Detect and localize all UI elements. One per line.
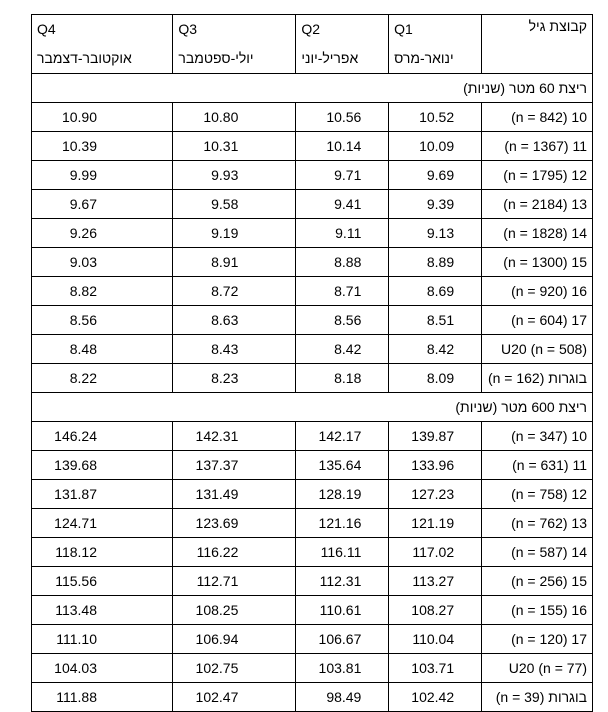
header-q2-months: אפריל-יוני: [301, 49, 359, 66]
value-cell-q3: [173, 248, 296, 277]
value-text: 121.19: [411, 515, 455, 531]
value-cell-q2: [296, 103, 389, 132]
value-cell-q4: [32, 132, 173, 161]
header-q2-code: Q2: [301, 20, 321, 37]
value-text: 8.88: [334, 254, 362, 270]
value-cell-q4: [32, 480, 173, 509]
age-group-label: 10 (n = 347): [481, 422, 592, 451]
value-cell-q4: [32, 103, 173, 132]
table-row: [32, 335, 593, 364]
value-text: 10.80: [203, 109, 239, 125]
value-text: 102.47: [195, 689, 239, 705]
age-group-label: U20 (n = 77): [481, 654, 592, 683]
value-text: 8.09: [426, 370, 455, 386]
age-group-label: 12 (n = 1795): [481, 161, 592, 190]
value-text: 117.02: [412, 544, 455, 560]
table-row: [32, 509, 593, 538]
value-text: 118.12: [55, 544, 97, 560]
value-text: 112.31: [319, 573, 362, 589]
value-text: 121.16: [318, 515, 362, 531]
age-group-label: בוגרות (n = 39): [481, 683, 592, 712]
age-group-label: 12 (n = 758): [481, 480, 592, 509]
value-cell-q1: [389, 654, 482, 683]
table-row: [32, 306, 593, 335]
value-text: 142.17: [318, 428, 362, 444]
value-text: 8.69: [426, 283, 455, 299]
value-text: 9.39: [426, 196, 455, 212]
value-cell-q2: [296, 480, 389, 509]
value-cell-q1: [389, 625, 482, 654]
age-group-label: 14 (n = 587): [481, 538, 592, 567]
value-cell-q1: [389, 480, 482, 509]
value-cell-q2: [296, 567, 389, 596]
value-cell-q2: [296, 625, 389, 654]
value-text: 9.26: [69, 225, 97, 241]
value-text: 115.56: [55, 573, 97, 589]
value-text: 106.94: [195, 631, 239, 647]
value-cell-q3: [173, 538, 296, 567]
value-cell-q4: [32, 683, 173, 712]
value-cell-q3: [173, 132, 296, 161]
value-text: 102.75: [195, 660, 239, 676]
value-text: 111.88: [56, 689, 97, 705]
value-text: 10.52: [419, 109, 455, 125]
value-text: 111.10: [56, 631, 97, 647]
value-text: 113.27: [412, 573, 455, 589]
value-text: 10.09: [419, 138, 455, 154]
table-row: [32, 538, 593, 567]
value-text: 8.22: [69, 370, 97, 386]
value-cell-q1: [389, 335, 482, 364]
value-text: 116.11: [320, 544, 362, 560]
table-row: [32, 683, 593, 712]
value-cell-q2: [296, 364, 389, 393]
section-title: ריצת 60 מטר (שניות): [32, 74, 593, 103]
value-cell-q1: [389, 219, 482, 248]
value-text: 8.23: [211, 370, 239, 386]
value-cell-q1: [389, 132, 482, 161]
value-cell-q3: [173, 422, 296, 451]
value-cell-q1: [389, 277, 482, 306]
age-group-label: 15 (n = 256): [481, 567, 592, 596]
value-text: 106.67: [318, 631, 362, 647]
value-cell-q3: [173, 219, 296, 248]
value-cell-q3: [173, 625, 296, 654]
value-cell-q3: [173, 567, 296, 596]
value-text: 139.87: [411, 428, 455, 444]
value-cell-q2: [296, 219, 389, 248]
value-text: 8.43: [211, 341, 239, 357]
table-row: [32, 422, 593, 451]
value-text: 8.82: [69, 283, 97, 299]
age-group-label: 13 (n = 2184): [481, 190, 592, 219]
value-cell-q4: [32, 567, 173, 596]
value-cell-q1: [389, 538, 482, 567]
value-text: 146.24: [54, 428, 97, 444]
value-cell-q2: [296, 654, 389, 683]
value-text: 10.31: [203, 138, 239, 154]
value-cell-q4: [32, 596, 173, 625]
section-title-row: [32, 74, 593, 103]
value-text: 9.13: [426, 225, 455, 241]
value-cell-q1: [389, 596, 482, 625]
value-cell-q2: [296, 596, 389, 625]
value-text: 9.69: [426, 167, 455, 183]
value-text: 8.91: [211, 254, 239, 270]
value-text: 9.71: [334, 167, 362, 183]
value-cell-q2: [296, 422, 389, 451]
value-text: 116.22: [196, 544, 239, 560]
value-text: 128.19: [318, 486, 362, 502]
value-text: 9.03: [69, 254, 97, 270]
value-text: 131.49: [195, 486, 239, 502]
value-cell-q4: [32, 161, 173, 190]
quarterly-results-table: [31, 14, 593, 712]
value-cell-q2: [296, 132, 389, 161]
age-group-label: 15 (n = 1300): [481, 248, 592, 277]
age-group-label: 16 (n = 920): [481, 277, 592, 306]
table-row: [32, 248, 593, 277]
value-text: 10.39: [61, 138, 97, 154]
section-title: ריצת 600 מטר (שניות): [32, 393, 593, 422]
value-cell-q3: [173, 451, 296, 480]
value-cell-q3: [173, 509, 296, 538]
table-row: [32, 625, 593, 654]
section-title-row: [32, 393, 593, 422]
value-text: 102.42: [411, 689, 455, 705]
age-group-label: 14 (n = 1828): [481, 219, 592, 248]
age-group-label: 17 (n = 120): [481, 625, 592, 654]
value-cell-q2: [296, 306, 389, 335]
value-cell-q1: [389, 306, 482, 335]
header-q3: [173, 15, 296, 74]
value-cell-q4: [32, 451, 173, 480]
table-row: [32, 451, 593, 480]
value-cell-q1: [389, 567, 482, 596]
table-row: [32, 364, 593, 393]
value-cell-q3: [173, 596, 296, 625]
value-text: 104.03: [54, 660, 97, 676]
value-text: 135.64: [318, 457, 362, 473]
value-text: 8.48: [69, 341, 97, 357]
table-row: [32, 161, 593, 190]
value-text: 98.49: [326, 689, 362, 705]
header-q3-months: יולי-ספטמבר: [178, 49, 254, 66]
value-text: 112.71: [196, 573, 239, 589]
value-cell-q3: [173, 654, 296, 683]
value-cell-q4: [32, 190, 173, 219]
table-row: [32, 596, 593, 625]
header-q1: [389, 15, 482, 74]
table-row: [32, 567, 593, 596]
value-text: 127.23: [411, 486, 455, 502]
value-text: 108.25: [195, 602, 239, 618]
value-text: 108.27: [411, 602, 455, 618]
value-cell-q2: [296, 451, 389, 480]
table-row: [32, 480, 593, 509]
value-cell-q3: [173, 683, 296, 712]
value-cell-q4: [32, 248, 173, 277]
value-cell-q3: [173, 364, 296, 393]
value-text: 9.99: [69, 167, 97, 183]
table-row: [32, 190, 593, 219]
value-cell-q4: [32, 422, 173, 451]
value-text: 123.69: [195, 515, 239, 531]
value-text: 103.81: [318, 660, 362, 676]
header-q1-months: ינואר-מרס: [394, 49, 454, 66]
value-cell-q3: [173, 190, 296, 219]
value-text: 8.42: [334, 341, 362, 357]
header-q4-months: אוקטובר-דצמבר: [37, 49, 132, 66]
value-text: 9.93: [211, 167, 239, 183]
table-row: [32, 132, 593, 161]
age-group-label: 16 (n = 155): [481, 596, 592, 625]
value-cell-q3: [173, 277, 296, 306]
value-cell-q2: [296, 538, 389, 567]
value-text: 110.61: [319, 602, 362, 618]
header-age-group: קבוצת גיל: [481, 15, 592, 74]
value-cell-q2: [296, 190, 389, 219]
value-cell-q4: [32, 625, 173, 654]
value-cell-q1: [389, 190, 482, 219]
value-text: 8.18: [334, 370, 362, 386]
value-text: 10.90: [61, 109, 97, 125]
value-text: 9.19: [211, 225, 239, 241]
header-q2: [296, 15, 389, 74]
age-group-label: 11 (n = 631): [481, 451, 592, 480]
table-row: [32, 277, 593, 306]
age-group-label: 13 (n = 762): [481, 509, 592, 538]
value-cell-q1: [389, 248, 482, 277]
value-text: 131.87: [54, 486, 97, 502]
value-text: 8.72: [211, 283, 239, 299]
header-q1-code: Q1: [394, 20, 413, 37]
table-row: [32, 103, 593, 132]
value-text: 10.14: [326, 138, 362, 154]
age-group-label: 11 (n = 1367): [481, 132, 592, 161]
value-cell-q2: [296, 161, 389, 190]
value-text: 9.67: [69, 196, 97, 212]
value-text: 8.63: [211, 312, 239, 328]
age-group-label: 17 (n = 604): [481, 306, 592, 335]
value-text: 9.58: [211, 196, 239, 212]
value-cell-q4: [32, 538, 173, 567]
value-cell-q2: [296, 335, 389, 364]
table-row: [32, 654, 593, 683]
table-row: [32, 219, 593, 248]
value-text: 10.56: [326, 109, 362, 125]
header-row: [32, 15, 593, 74]
value-text: 139.68: [54, 457, 97, 473]
value-text: 113.48: [55, 602, 97, 618]
value-cell-q2: [296, 683, 389, 712]
value-cell-q1: [389, 103, 482, 132]
value-text: 142.31: [195, 428, 239, 444]
value-cell-q4: [32, 654, 173, 683]
value-cell-q1: [389, 364, 482, 393]
value-text: 8.51: [426, 312, 455, 328]
age-group-label: 10 (n = 842): [481, 103, 592, 132]
value-cell-q1: [389, 161, 482, 190]
value-cell-q4: [32, 219, 173, 248]
age-group-label: בוגרות (n = 162): [481, 364, 592, 393]
value-cell-q3: [173, 161, 296, 190]
value-text: 8.56: [334, 312, 362, 328]
value-text: 8.56: [69, 312, 97, 328]
value-cell-q3: [173, 306, 296, 335]
value-text: 8.42: [426, 341, 455, 357]
value-cell-q4: [32, 509, 173, 538]
value-cell-q2: [296, 509, 389, 538]
value-text: 103.71: [411, 660, 455, 676]
value-text: 9.11: [335, 225, 362, 241]
value-cell-q3: [173, 103, 296, 132]
value-text: 133.96: [411, 457, 455, 473]
value-cell-q1: [389, 509, 482, 538]
value-cell-q4: [32, 306, 173, 335]
header-q3-code: Q3: [178, 20, 198, 37]
value-text: 124.71: [54, 515, 97, 531]
value-cell-q1: [389, 683, 482, 712]
value-text: 110.04: [412, 631, 455, 647]
value-cell-q4: [32, 335, 173, 364]
value-cell-q1: [389, 422, 482, 451]
header-q4-code: Q4: [37, 20, 56, 37]
age-group-label: U20 (n = 508): [481, 335, 592, 364]
value-cell-q2: [296, 248, 389, 277]
value-cell-q3: [173, 335, 296, 364]
value-cell-q2: [296, 277, 389, 306]
value-text: 9.41: [334, 196, 362, 212]
header-q4: [32, 15, 173, 74]
value-cell-q4: [32, 277, 173, 306]
value-cell-q4: [32, 364, 173, 393]
value-text: 8.89: [426, 254, 455, 270]
value-text: 8.71: [334, 283, 362, 299]
value-text: 137.37: [195, 457, 239, 473]
value-cell-q1: [389, 451, 482, 480]
value-cell-q3: [173, 480, 296, 509]
